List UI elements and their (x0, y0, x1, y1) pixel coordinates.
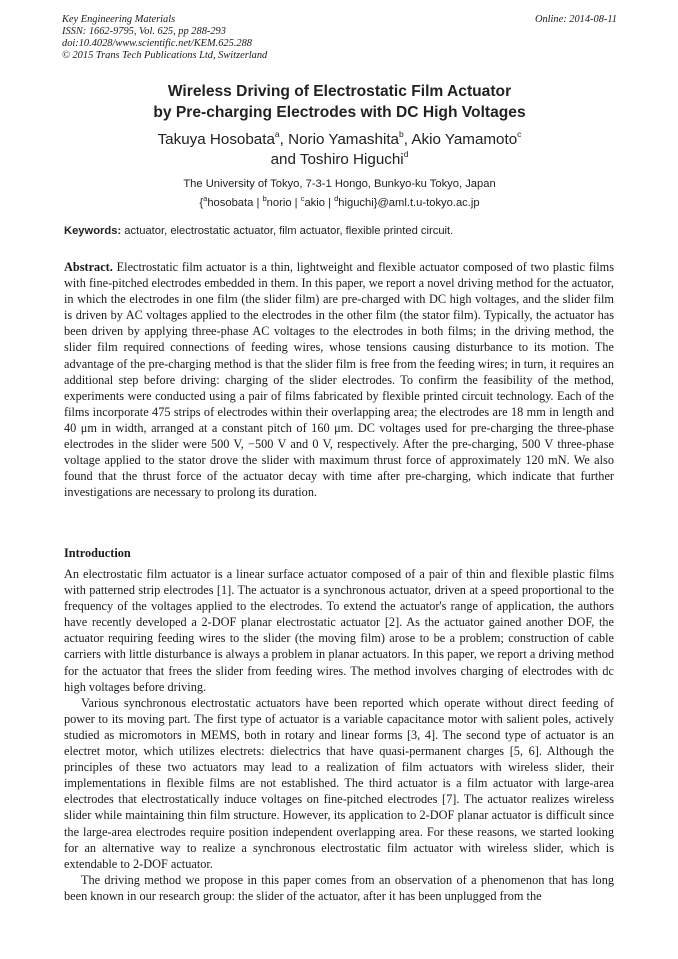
paragraph: The driving method we propose in this paper comes from an observation of a phenomenon that has long been known in our research group: the slider of the actuator, after it has been unplugged from the (64, 872, 614, 903)
paper-title (62, 81, 617, 123)
email-mark: b (262, 194, 267, 203)
email-user: akio (304, 197, 325, 209)
section-heading-introduction: Introduction (64, 546, 131, 560)
keywords-label: Keywords: (64, 225, 122, 237)
author-name: Takuya Hosobata (157, 131, 275, 148)
email-user: norio (266, 197, 292, 209)
email-bar: | (324, 197, 335, 209)
abstract-text: Electrostatic film actuator is a thin, lightweight and flexible actuator composed of two plastic films with fine-pitched electrodes embedded in them. In this paper, we report a novel driving method for the actuator, in which the electrodes in one film (the slider film) are pre-charged with DC high voltages, and the slider film is driven by AC voltages applied to the electrodes in the other film (the stator film). Typically, the actuator has been driven by applying three-phase AC voltages to the electrodes in both films; in the driving method, the slider film required connections of feeding wires, whose tensions causing disturbance to its motion. The advantage of the pre-charging method is that the slider film is free from the feeding wires; in turn, it requires an additional step before driving: charging of the slider electrodes. To confirm the feasibility of the method, experiments were conducted using a pair of films fabricated by flexible printed circuit technology. Each of the films incorporate 475 strips of electrodes within their overlapping area; the electrodes are 18 mm in length and 40 μm in width, arranged at a constant pitch of 160 μm. DC voltages used for pre-charging the three-phase electrodes in the slider were 500 V, −500 V and 0 V, respectively. After the pre-charging, 500 V three-phase voltage applied to the stator drove the slider with maximum thrust force of approximately 120 mN. We also found that the thrust force of the actuator decay with time after pre-charging, which indicate that further investigations are necessary to prolong its duration. (64, 260, 614, 500)
email-mark: d (334, 194, 339, 203)
issn-line: ISSN: 1662-9795, Vol. 625, pp 288-293 (62, 26, 226, 37)
email-bar: | (253, 197, 263, 209)
keywords-text: actuator, electrostatic actuator, film actuator, flexible printed circuit. (121, 225, 454, 237)
author-emails (62, 196, 617, 211)
abstract-label: Abstract. (64, 260, 113, 274)
author-name: Akio Yamamoto (411, 131, 518, 148)
title-line-1: Wireless Driving of Electrostatic Film Actuator (167, 83, 512, 100)
email-domain: }@aml.t.u-tokyo.ac.jp (373, 197, 480, 209)
online-date: Online: 2014-08-11 (534, 14, 617, 25)
journal-header (62, 14, 617, 62)
author-line-2 (62, 150, 617, 170)
author-affil-mark: b (399, 129, 404, 139)
author-name: Toshiro Higuchi (299, 151, 404, 168)
email-user: hosobata (207, 197, 254, 209)
doi-line: doi:10.4028/www.scientific.net/KEM.625.288 (62, 38, 252, 49)
title-line-2: by Pre-charging Electrodes with DC High Voltages (153, 104, 526, 121)
paragraph: An electrostatic film actuator is a linear surface actuator composed of a pair of thin and flexible plastic films with patterned strip electrodes [1]. The actuator is a synchronous actuator, driven at a speed proportional to the frequency of the voltages applied to the electrodes. To extend the actuator's range of application, the authors have recently developed a 2-DOF planar electrostatic actuator [2]. As the actuator gained another DOF, the actuator requiring feeding wires to the slider (the moving film) arose to be a problem; construction of cable carriers with little disturbance is always a problem in planar actuators. In this paper, we report a driving method for the actuator that frees the slider from feeding wires. The method involves charging of electrodes with dc high voltages before driving. (64, 567, 614, 694)
keywords (64, 224, 619, 239)
author-line-1 (62, 130, 617, 150)
affiliation: The University of Tokyo, 7-3-1 Hongo, Bunkyo-ku Tokyo, Japan (183, 178, 496, 190)
author-affil-mark: c (517, 129, 522, 139)
email-user: higuchi (338, 197, 374, 209)
journal-name: Key Engineering Materials (62, 14, 176, 25)
author-separator: , (279, 131, 284, 148)
author-list (62, 130, 617, 170)
author-separator: , (403, 131, 408, 148)
email-mark: c (300, 194, 305, 203)
author-conjunction: and (270, 151, 296, 168)
email-brace: { (199, 197, 204, 209)
introduction-body (64, 566, 614, 904)
author-affil-mark: a (274, 129, 280, 139)
copyright-line: © 2015 Trans Tech Publications Ltd, Switzerland (62, 50, 268, 61)
paragraph: Various synchronous electrostatic actuators have been reported which operate without direct feeding of power to its moving part. The first type of actuator is a variable capacitance motor with salient poles, actively studied as micromotors in MEMS, both in rotary and linear forms [3, 4]. The second type of actuator is an electret motor, which utilizes electrets: dielectrics that have quasi-permanent charges [5, 6]. Although the principles of these two actuators may lead to a realization of film actuators with wireless slider, their implementations in flexible films are not established. The third actuator is a film actuator with large-area electrodes that electrostatically induce voltages on fine-pitched electrodes [7]. The actuator realizes wireless slider while maintaining thin film structure. However, its application to 2-DOF planar actuator is difficult since the large-area electrodes require position independent overlapping area. For these reasons, we started looking for an alternative way to realize a synchronous electrostatic film actuator with wireless slider, which is extendable to 2-DOF actuator. (64, 695, 614, 871)
abstract (64, 259, 614, 500)
email-mark: a (203, 194, 208, 203)
email-bar: | (291, 197, 301, 209)
author-affil-mark: d (403, 149, 409, 159)
author-name: Norio Yamashita (288, 131, 399, 148)
